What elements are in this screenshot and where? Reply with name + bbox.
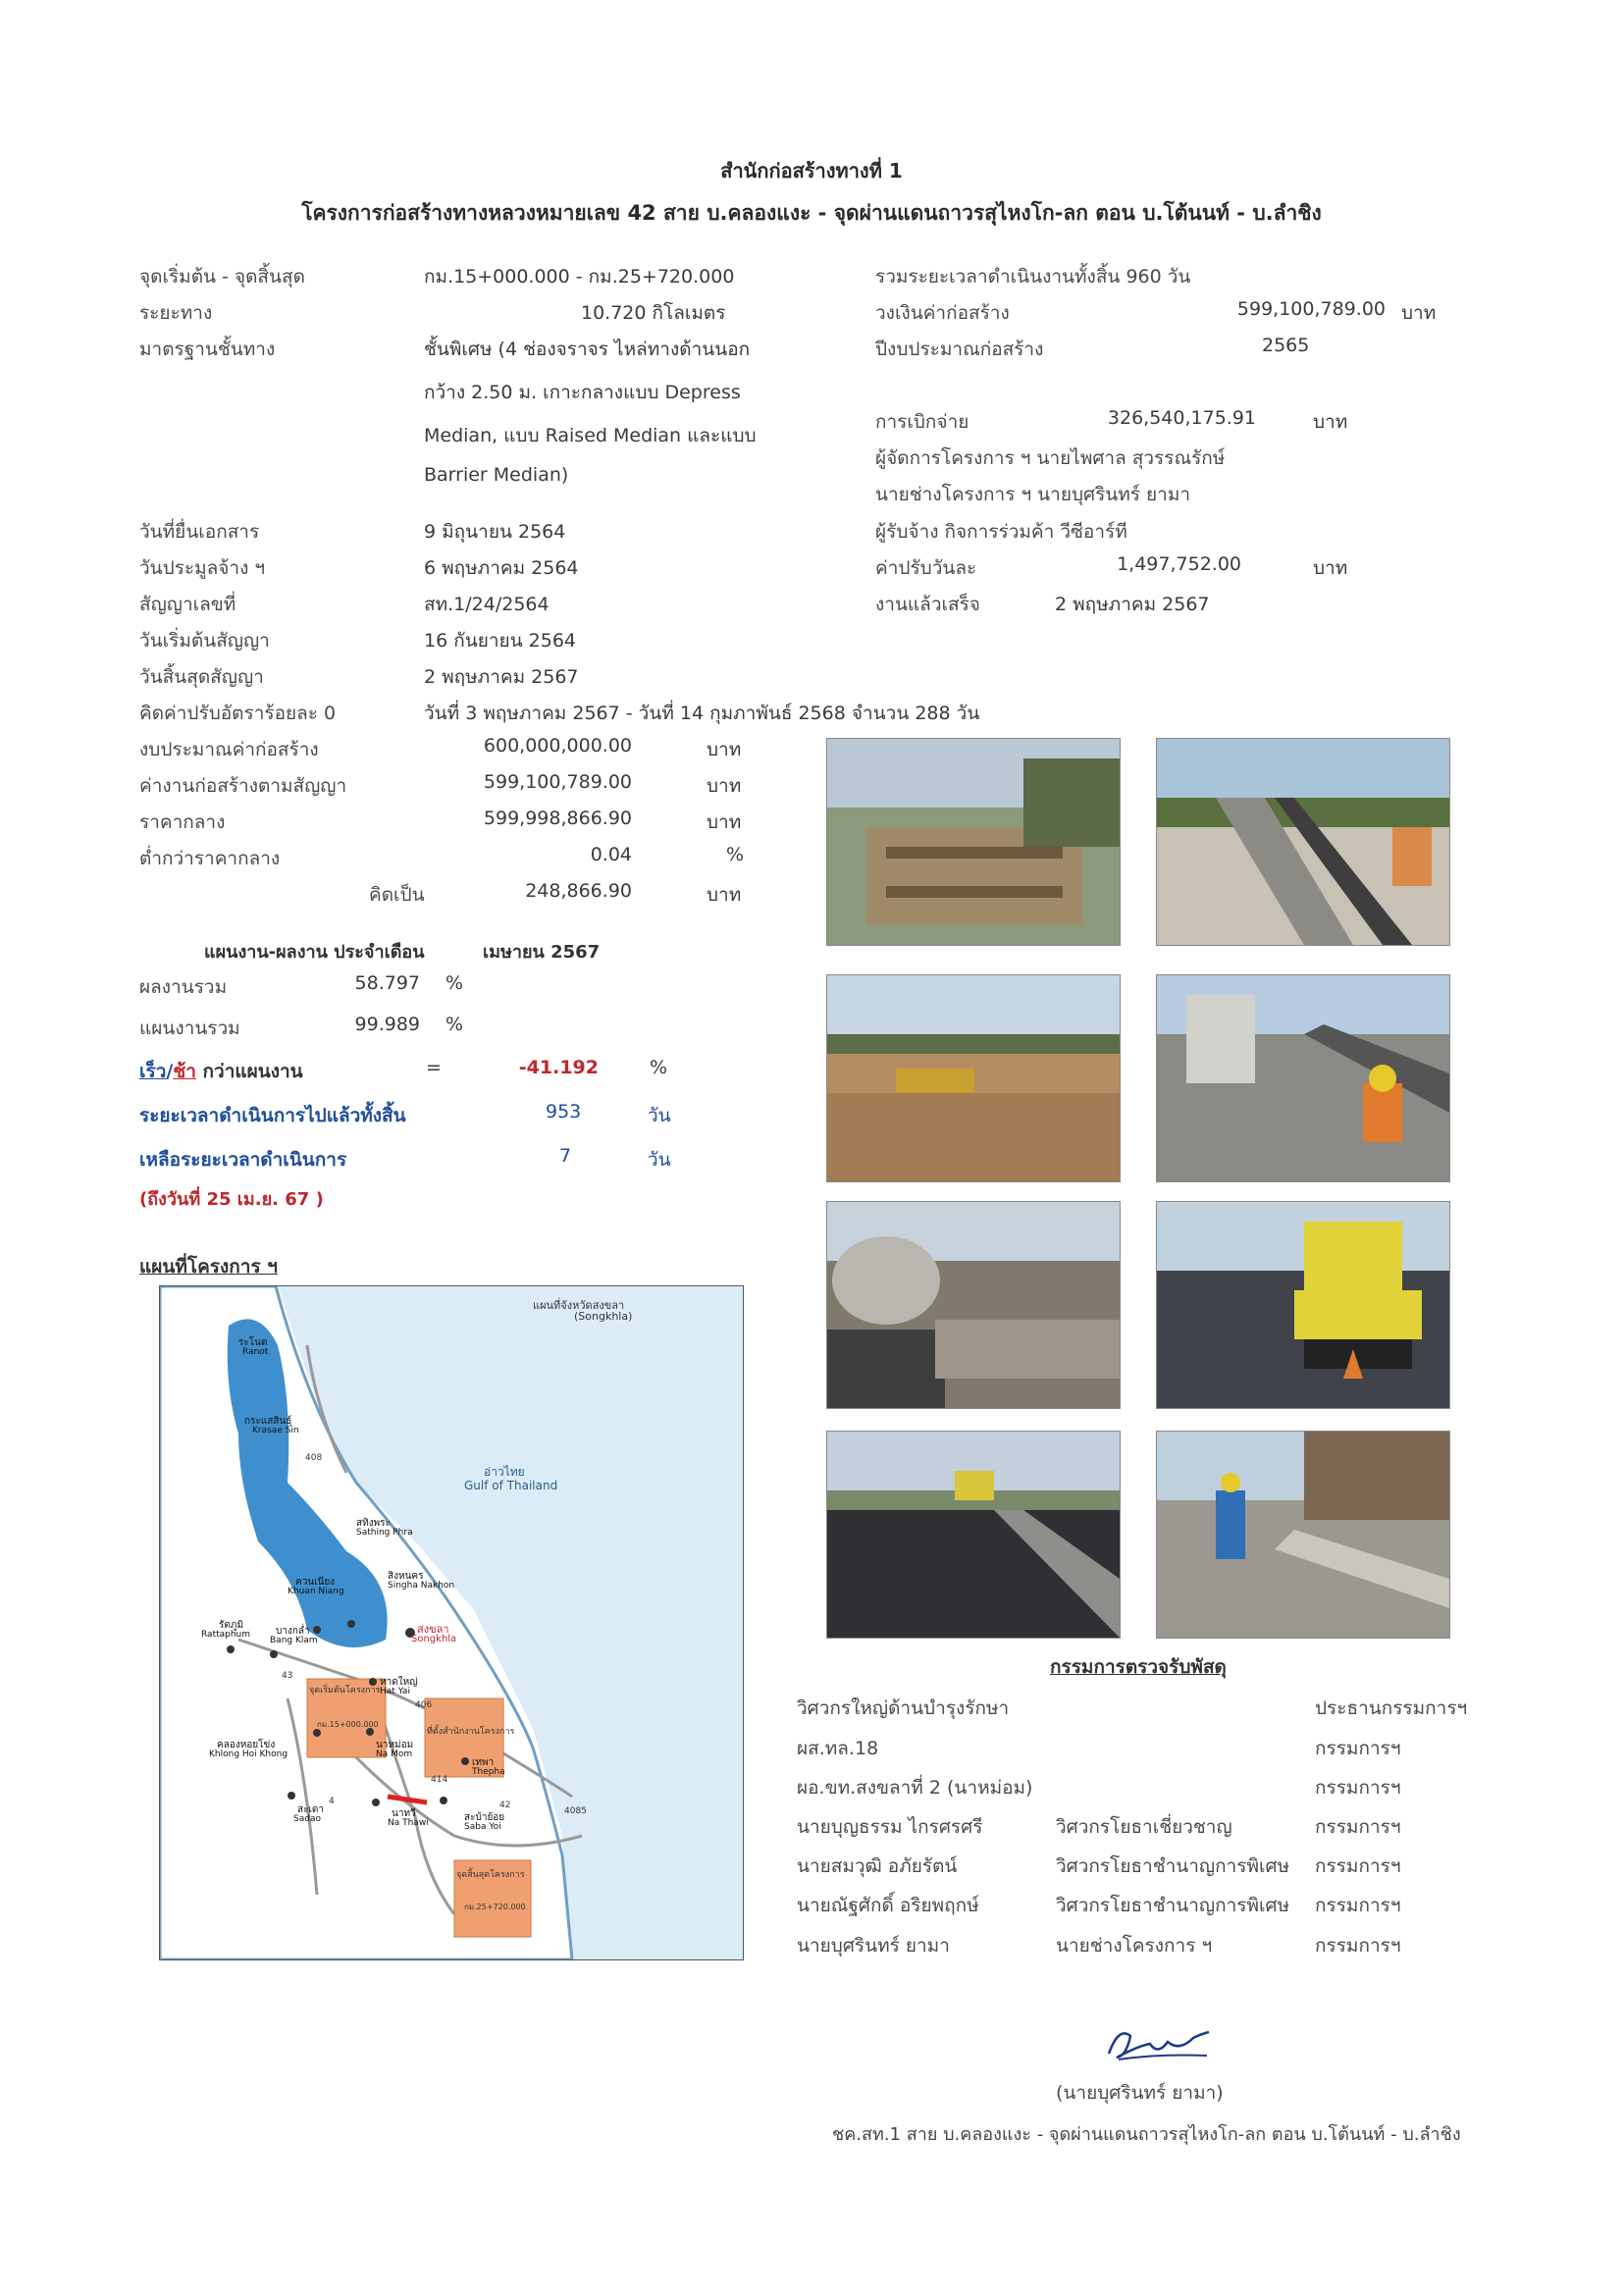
remain-value: 7 xyxy=(559,1145,572,1167)
member-role: กรรมการฯ xyxy=(1315,1777,1401,1799)
remain-label: เหลือระยะเวลาดำเนินการ xyxy=(139,1149,347,1171)
slow-label: ช้า xyxy=(173,1061,196,1082)
fine-unit: บาท xyxy=(1313,557,1348,579)
map-place-en: Songkhla xyxy=(411,1634,457,1644)
map-place-en: Ranot xyxy=(242,1347,269,1357)
construction-photo xyxy=(826,974,1121,1182)
info-label: มาตรฐานชั้นทาง xyxy=(139,339,276,360)
signature-name: (นายบุศรินทร์ ยามา) xyxy=(1056,2082,1224,2104)
callout-office-label: ที่ตั้งสำนักงานโครงการ xyxy=(427,1727,515,1737)
info-label: วันเริ่มต้นสัญญา xyxy=(139,630,270,652)
done-label: งานแล้วเสร็จ xyxy=(875,594,980,615)
equals-sign: = xyxy=(426,1057,442,1078)
member-name: นายบุศรินทร์ ยามา xyxy=(797,1935,950,1957)
info-value: 2 พฤษภาคม 2567 xyxy=(424,666,579,688)
info-value: สท.1/24/2564 xyxy=(424,594,550,615)
actual-unit: % xyxy=(445,972,464,994)
info-value: 6 พฤษภาคม 2564 xyxy=(424,557,579,579)
info-label: สัญญาเลขที่ xyxy=(139,594,236,615)
map-place-th: เทพา xyxy=(472,1757,495,1768)
member-name: นายสมวุฒิ อภัยรัตน์ xyxy=(797,1855,958,1877)
elapsed-label: ระยะเวลาดำเนินการไปแล้วทั้งสิ้น xyxy=(139,1105,406,1126)
map-heading: แผนที่โครงการ ฯ xyxy=(139,1256,278,1278)
route-badge-408: 408 xyxy=(305,1453,323,1463)
callout-end-km: กม.25+720.000 xyxy=(464,1903,526,1911)
callout-start-km: กม.15+000.000 xyxy=(317,1720,379,1729)
map-title-en: (Songkhla) xyxy=(574,1310,633,1323)
finance-calc-value: 248,866.90 xyxy=(525,880,632,902)
diff-value: -41.192 xyxy=(518,1057,599,1078)
member-role: กรรมการฯ xyxy=(1315,1816,1401,1838)
route-badge-42: 42 xyxy=(499,1800,511,1810)
committee-heading: กรรมการตรวจรับพัสดุ xyxy=(1050,1656,1227,1678)
finance-unit: บาท xyxy=(707,811,742,833)
info-value: ชั้นพิเศษ (4 ช่องจราจร ไหล่ทางด้านนอก xyxy=(424,339,751,360)
map-place-en: Thepha xyxy=(472,1767,505,1777)
finance-label: ค่างานก่อสร้างตามสัญญา xyxy=(139,775,347,797)
info-value: 10.720 กิโลเมตร xyxy=(581,302,726,324)
member-role: กรรมการฯ xyxy=(1315,1895,1401,1916)
map-place-en: Hat Yai xyxy=(380,1687,410,1696)
callout-end-label: จุดสิ้นสุดโครงการ xyxy=(456,1870,525,1880)
route-badge-4085: 4085 xyxy=(564,1806,587,1816)
info-label: วันประมูลจ้าง ฯ xyxy=(139,557,266,579)
map-place-th: สิงหนคร xyxy=(388,1571,424,1582)
slash: / xyxy=(166,1061,174,1082)
route-badge-4: 4 xyxy=(329,1797,335,1806)
disburse-label: การเบิกจ่าย xyxy=(875,411,969,433)
finance-value: 599,998,866.90 xyxy=(483,808,632,829)
finance-calc-unit: บาท xyxy=(707,884,742,906)
info-value: 16 กันยายน 2564 xyxy=(424,630,577,652)
info-value: กม.15+000.000 - กม.25+720.000 xyxy=(424,266,735,287)
construction-photo xyxy=(826,1431,1121,1639)
photo-grader xyxy=(827,975,1120,1181)
route-badge-414: 414 xyxy=(431,1775,448,1785)
construction-photo xyxy=(1156,738,1450,946)
project-title: โครงการก่อสร้างทางหลวงหมายเลข 42 สาย บ.คลองแงะ - จุดผ่านแดนถาวรสุไหงโก-ลก ตอน บ.โต้นนท์ - บ.ลำชิง xyxy=(301,201,1322,225)
member-name: นายบุญธรรม ไกรศรศรี xyxy=(797,1816,983,1838)
vs-label: กว่าแผนงาน xyxy=(195,1061,303,1082)
disburse-unit: บาท xyxy=(1313,411,1348,433)
sea-label-en: Gulf of Thailand xyxy=(464,1479,558,1492)
map-place-en: Rattaphum xyxy=(201,1630,251,1640)
project-engineer: นายช่างโครงการ ฯ นายบุศรินทร์ ยามา xyxy=(875,484,1191,505)
map-place-th: สทิงพระ xyxy=(356,1518,391,1529)
map-place-en: Khuan Niang xyxy=(288,1587,344,1596)
actual-value: 58.797 xyxy=(354,972,420,994)
info-label: คิดค่าปรับอัตราร้อยละ 0 xyxy=(139,703,337,724)
finance-value: 599,100,789.00 xyxy=(483,771,632,793)
map-title-th: แผนที่จังหวัดสงขลา xyxy=(533,1299,625,1312)
photo-formwork xyxy=(827,739,1120,945)
map-place-th: สะบ้าย้อย xyxy=(464,1812,505,1823)
construction-photo xyxy=(826,738,1121,946)
map-place-en: Na Mom xyxy=(376,1749,413,1759)
finance-value: 0.04 xyxy=(590,844,632,865)
member-role: ประธานกรรมการฯ xyxy=(1315,1697,1468,1719)
map-place-th: บางกล่ำ xyxy=(276,1626,310,1637)
member-position: นายช่างโครงการ ฯ xyxy=(1056,1935,1213,1957)
member-name: วิศวกรใหญ่ด้านบำรุงรักษา xyxy=(797,1697,1010,1719)
map-place-en: Saba Yoi xyxy=(464,1822,501,1832)
map-place-en: Bang Klam xyxy=(270,1636,318,1645)
route-badge-43: 43 xyxy=(282,1671,293,1681)
member-role: กรรมการฯ xyxy=(1315,1855,1401,1877)
map-place-en: Na Thawi xyxy=(388,1818,429,1828)
plan-label: แผนงานรวม xyxy=(139,1018,240,1039)
info-label: วันที่ยื่นเอกสาร xyxy=(139,521,260,543)
info-label: จุดเริ่มต้น - จุดสิ้นสุด xyxy=(139,266,305,287)
standard-line: Median, แบบ Raised Median และแบบ xyxy=(424,425,757,446)
finance-value: 600,000,000.00 xyxy=(483,735,632,757)
member-position: วิศวกรโยธาเชี่ยวชาญ xyxy=(1056,1816,1232,1838)
finance-unit: % xyxy=(726,844,745,865)
fiscal-value: 2565 xyxy=(1262,335,1310,356)
map-place-th: รัตภูมิ xyxy=(219,1620,244,1631)
finance-label: ราคากลาง xyxy=(139,811,226,833)
route-badge-406: 406 xyxy=(415,1700,433,1710)
budget-value: 599,100,789.00 xyxy=(1236,298,1386,320)
member-role: กรรมการฯ xyxy=(1315,1738,1401,1759)
finance-label: ต่ำกว่าราคากลาง xyxy=(139,848,281,869)
info-label: วันสิ้นสุดสัญญา xyxy=(139,666,264,688)
member-name: ผส.ทล.18 xyxy=(797,1738,879,1759)
as-of-date: (ถึงวันที่ 25 เม.ย. 67 ) xyxy=(139,1189,324,1210)
finance-label: งบประมาณค่าก่อสร้าง xyxy=(139,739,319,760)
map-place-en: Krasae Sin xyxy=(252,1426,299,1435)
office-title: สำนักก่อสร้างทางที่ 1 xyxy=(720,159,903,183)
callout-start-label: จุดเริ่มต้นโครงการ xyxy=(309,1686,381,1696)
total-duration: รวมระยะเวลาดำเนินงานทั้งสิ้น 960 วัน xyxy=(875,266,1191,287)
signature-scribble xyxy=(1099,2016,1217,2070)
standard-line: กว้าง 2.50 ม. เกาะกลางแบบ Depress xyxy=(424,382,741,403)
construction-photo xyxy=(1156,974,1450,1182)
actual-label: ผลงานรวม xyxy=(139,976,228,998)
finance-unit: บาท xyxy=(707,739,742,760)
diff-unit: % xyxy=(650,1057,668,1078)
map-place-th: สะเดา xyxy=(297,1804,325,1815)
info-value: 9 มิถุนายน 2564 xyxy=(424,521,566,543)
map-place-th: คลองหอยโข่ง xyxy=(217,1740,276,1750)
map-place-th: นาหม่อม xyxy=(376,1740,414,1750)
fast-label: เร็ว xyxy=(139,1061,167,1082)
budget-label: วงเงินค่าก่อสร้าง xyxy=(875,302,1010,324)
map-place-th: กระแสสินธุ์ xyxy=(244,1416,292,1427)
progress-heading: แผนงาน-ผลงาน ประจำเดือน xyxy=(204,942,425,963)
construction-photo xyxy=(1156,1201,1450,1409)
plan-value: 99.989 xyxy=(354,1014,420,1035)
disburse-value: 326,540,175.91 xyxy=(1107,407,1256,429)
fine-value: 1,497,752.00 xyxy=(1117,553,1241,575)
progress-month: เมษายน 2567 xyxy=(483,942,601,963)
remain-unit: วัน xyxy=(648,1149,671,1171)
budget-unit: บาท xyxy=(1401,302,1437,324)
member-name: นายณัฐศักดิ์ อริยพฤกษ์ xyxy=(797,1895,979,1916)
project-map xyxy=(159,1285,744,1960)
member-position: วิศวกรโยธาชำนาญการพิเศษ xyxy=(1056,1855,1290,1877)
map-place-th: หาดใหญ่ xyxy=(380,1677,418,1688)
photo-curb-inspection xyxy=(1157,1432,1449,1638)
construction-photo xyxy=(1156,1431,1450,1639)
elapsed-value: 953 xyxy=(546,1101,582,1122)
photo-asphalt-paver xyxy=(827,1432,1120,1638)
elapsed-unit: วัน xyxy=(648,1105,671,1126)
map-place-th: นาทวี xyxy=(392,1808,416,1819)
standard-line: Barrier Median) xyxy=(424,464,569,486)
member-name: ผอ.ขท.สงขลาที่ 2 (นาหม่อม) xyxy=(797,1777,1033,1799)
info-value: วันที่ 3 พฤษภาคม 2567 - วันที่ 14 กุมภาพันธ์ 2568 จำนวน 288 วัน xyxy=(424,703,980,724)
finance-calc-label: คิดเป็น xyxy=(369,884,425,906)
footer-text: ชค.สท.1 สาย บ.คลองแงะ - จุดผ่านแดนถาวรสุไหงโก-ลก ตอน บ.โต้นนท์ - บ.ลำชิง xyxy=(832,2124,1461,2145)
project-manager: ผู้จัดการโครงการ ฯ นายไพศาล สุวรรณรักษ์ xyxy=(875,447,1226,469)
map-place-th: สงขลา xyxy=(417,1623,449,1636)
member-position: วิศวกรโยธาชำนาญการพิเศษ xyxy=(1056,1895,1290,1916)
plan-unit: % xyxy=(445,1014,464,1035)
map-place-en: Khlong Hoi Khong xyxy=(209,1749,288,1759)
photo-curb-pour xyxy=(1157,739,1449,945)
sea-label-th: อ่าวไทย xyxy=(484,1465,525,1479)
map-place-en: Sadao xyxy=(293,1814,321,1824)
contractor: ผู้รับจ้าง กิจการร่วมค้า วีซีอาร์ที xyxy=(875,521,1127,543)
done-value: 2 พฤษภาคม 2567 xyxy=(1055,594,1210,615)
photo-mixer-curb xyxy=(1157,975,1449,1181)
map-graphic xyxy=(160,1286,743,1959)
map-place-th: ควนเนียง xyxy=(295,1577,336,1588)
map-place-th: ระโนด xyxy=(238,1337,268,1348)
map-place-en: Sathing Phra xyxy=(356,1528,413,1538)
member-role: กรรมการฯ xyxy=(1315,1935,1401,1957)
map-place-en: Singha Nakhon xyxy=(388,1581,455,1591)
info-label: ระยะทาง xyxy=(139,302,213,324)
finance-unit: บาท xyxy=(707,775,742,797)
fine-label: ค่าปรับวันละ xyxy=(875,557,977,579)
photo-concrete-truck xyxy=(827,1202,1120,1408)
photo-roller xyxy=(1157,1202,1449,1408)
fiscal-label: ปีงบประมาณก่อสร้าง xyxy=(875,339,1044,360)
fast-slow-label xyxy=(139,1057,303,1086)
construction-photo xyxy=(826,1201,1121,1409)
